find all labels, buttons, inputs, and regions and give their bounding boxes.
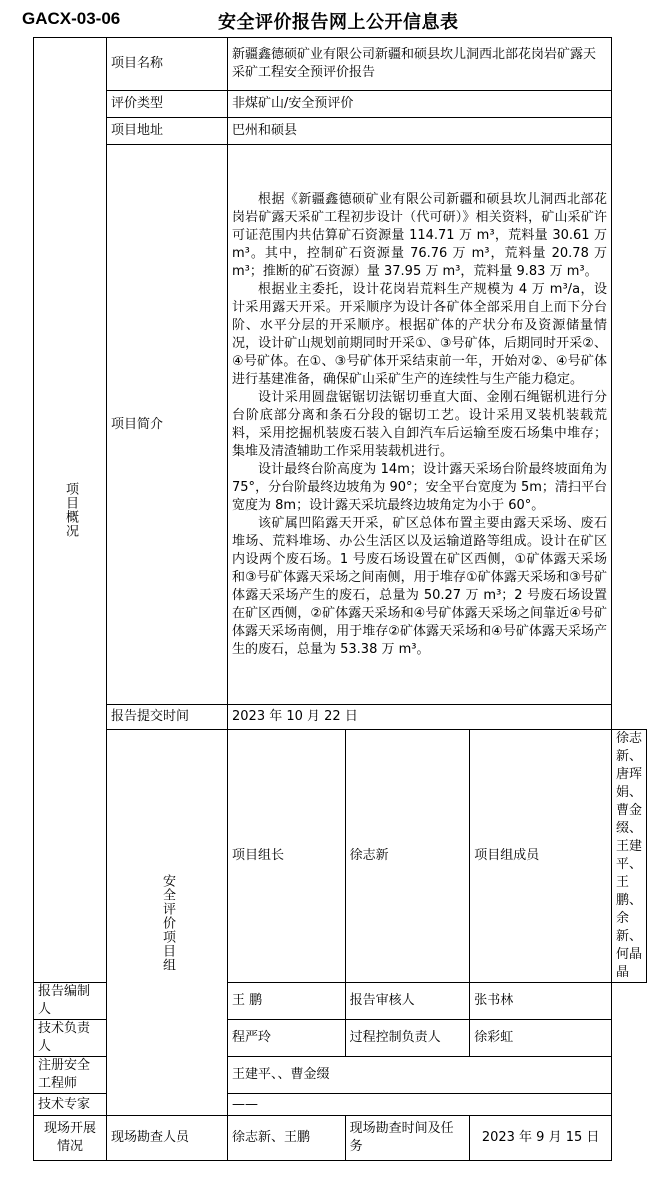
row-site [34, 1116, 647, 1161]
section-site [34, 1116, 107, 1161]
row-intro [34, 145, 647, 705]
page-title: 安全评价报告网上公开信息表 [218, 12, 459, 33]
members-value: 徐志新、唐珲娟、曹金缀、王建平、王 鹏、余 新、何晶晶 [612, 730, 647, 983]
writer-label: 报告编制人 [34, 983, 107, 1020]
form-code: GACX-03-06 [22, 9, 121, 28]
row-team-leader [34, 730, 647, 983]
intro-text [228, 145, 612, 705]
section-team [107, 730, 228, 1116]
expert-label: 技术专家 [34, 1094, 107, 1116]
engineer-value: 王建平、、曹金缀 [228, 1057, 612, 1094]
section-overview-label: 项目概况 [63, 482, 78, 538]
row-eval-type [34, 91, 647, 118]
info-table [33, 37, 647, 1161]
intro-paragraph: 该矿属凹陷露天开采，矿区总体布置主要由露天采场、废石堆场、荒料堆场、办公生活区以及运输道路等组成。设计在矿区内设两个废石场。1 号废石场设置在矿区西侧，①矿体露天采场和③号矿体露天采场之间南侧，用于堆存①矿体露天采场和③号矿体露天采场产生的废石，总量为 50.27 万 m³；2 号废石场设置在矿区西侧，②矿体露天采场和④号矿体露天采场之间靠近④号矿体露天采场南侧，用于堆存②矿体露天采场和④号矿体露天采场产生的废石，总量为 53.38 万 m³。 [232, 515, 607, 657]
section-team-label: 安全评价项目组 [160, 873, 175, 972]
intro-paragraph: 根据业主委托，设计花岗岩荒料生产规模为 4 万 m³/a，设计采用露天开采。开采顺序为设计各矿体全部采用自上而下分台阶、水平分层的开采顺序。根据矿体的产状分布及资源储量情况，设计矿山规划前期同时开采①、③号矿体，后期同时开采②、④号矿体。在①、③号矿体开采结束前一年，开始对②、④号矿体进行基建准备，确保矿山采矿生产的连续性与生产能力稳定。 [232, 281, 607, 387]
submit-date-value: 2023 年 10 月 22 日 [228, 705, 612, 730]
row-address [34, 118, 647, 145]
submit-date-label: 报告提交时间 [107, 705, 228, 730]
inspectors-value: 徐志新、王鹏 [228, 1116, 346, 1161]
address-label: 项目地址 [107, 118, 228, 145]
intro-label: 项目简介 [107, 145, 228, 705]
members-label: 项目组成员 [470, 730, 612, 983]
eval-type-value: 非煤矿山/安全预评价 [228, 91, 612, 118]
intro-paragraph: 根据《新疆鑫德硕矿业有限公司新疆和硕县坎儿洞西北部花岗岩矿露天采矿工程初步设计（代可研）》相关资料，矿山采矿许可证范围内共估算矿石资源量 114.71 万 m³，荒料量 30.61 万 m³。其中，控制矿石资源量 76.76 万 m³，荒料量 20.78 万 m³；推断的矿石资源）量 37.95 万 m³，荒料量 9.83 万 m³。 [232, 191, 607, 279]
section-site-label: 现场开展情况 [44, 1121, 97, 1154]
inspection-time-label: 现场勘查时间及任务 [345, 1116, 470, 1161]
row-project-name [34, 38, 647, 91]
project-name-value: 新疆鑫德硕矿业有限公司新疆和硕县坎儿洞西北部花岗岩矿露天采矿工程安全预评价报告 [228, 38, 612, 91]
tech-lead-label: 技术负责人 [34, 1020, 107, 1057]
leader-label: 项目组长 [228, 730, 346, 983]
address-value: 巴州和硕县 [228, 118, 612, 145]
process-value: 徐彩虹 [470, 1020, 612, 1057]
eval-type-label: 评价类型 [107, 91, 228, 118]
project-name-label: 项目名称 [107, 38, 228, 91]
inspectors-label: 现场勘查人员 [107, 1116, 228, 1161]
row-submit-date [34, 705, 647, 730]
leader-value: 徐志新 [345, 730, 470, 983]
reviewer-value: 张书林 [470, 983, 612, 1020]
tech-lead-value: 程严玲 [228, 1020, 346, 1057]
inspection-time-value: 2023 年 9 月 15 日 [470, 1116, 612, 1161]
process-label: 过程控制负责人 [345, 1020, 470, 1057]
reviewer-label: 报告审核人 [345, 983, 470, 1020]
writer-value: 王 鹏 [228, 983, 346, 1020]
intro-paragraph: 设计采用圆盘锯锯切法锯切垂直大面、金刚石绳锯机进行分台阶底部分离和条石分段的锯切工艺。设计采用叉装机装载荒料，采用挖掘机装废石装入自卸汽车后运输至废石场集中堆存；集堆及清渣辅助工作采用装载机进行。 [232, 389, 607, 459]
intro-paragraph: 设计最终台阶高度为 14m；设计露天采场台阶最终坡面角为 75°，分台阶最终边坡角为 90°；安全平台宽度为 5m；清扫平台宽度为 8m；设计露天采坑最终边坡角定为小于 60°。 [232, 461, 607, 513]
engineer-label: 注册安全工程师 [34, 1057, 107, 1094]
section-overview [34, 38, 107, 983]
expert-value: —— [228, 1094, 612, 1116]
